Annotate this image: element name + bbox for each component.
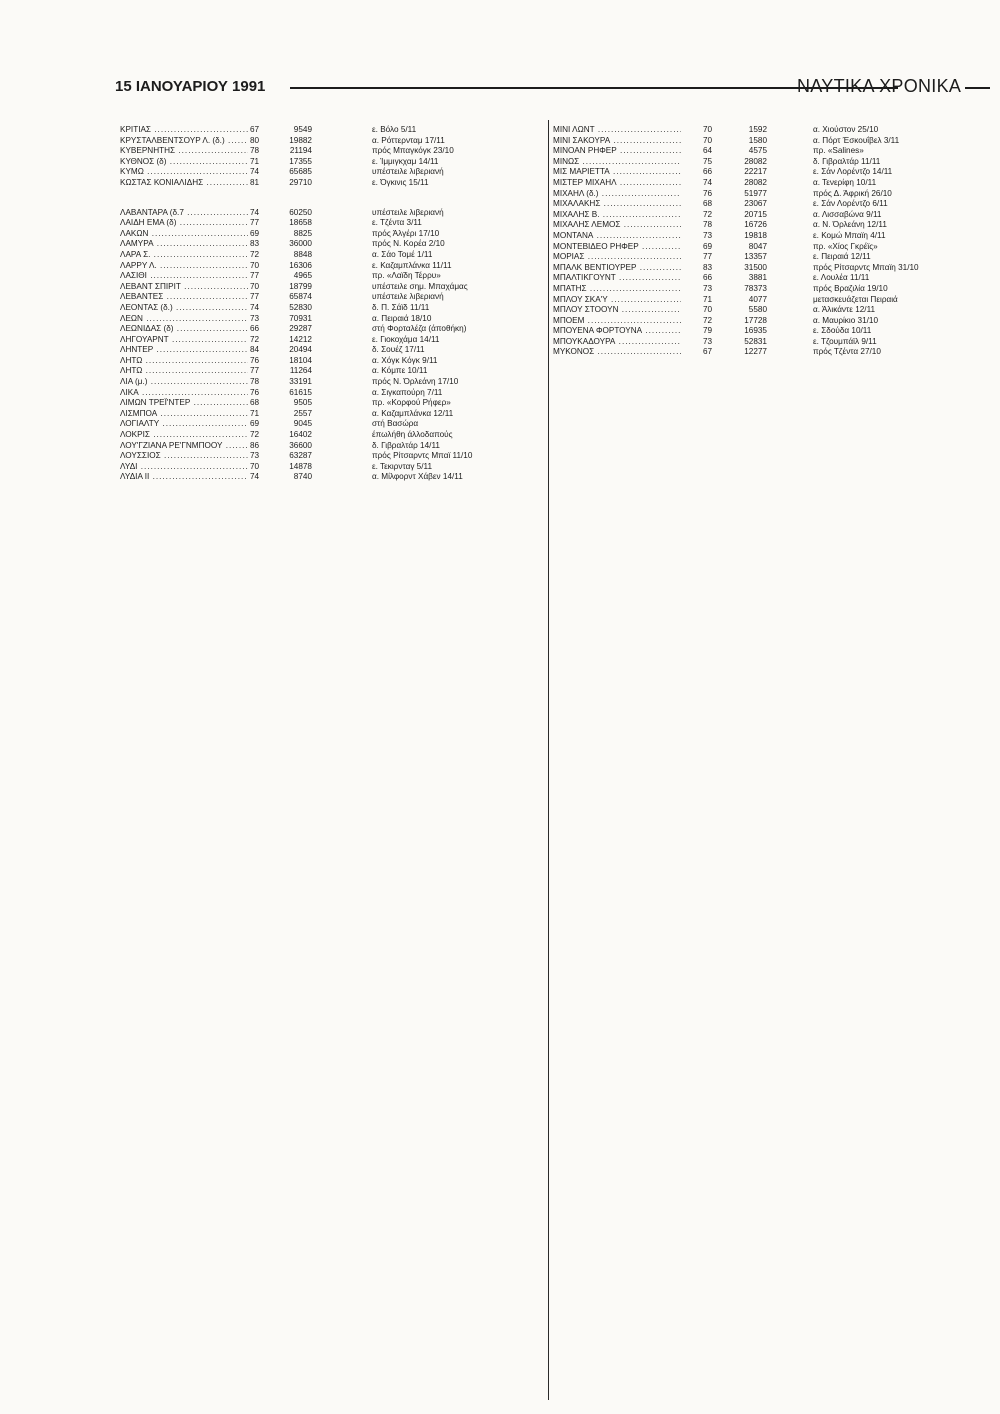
ship-row (553, 220, 993, 231)
deadweight: 29287 (289, 324, 312, 334)
ship-name: ΛΙΜΩΝ ΤΡΕΪ'ΝΤΕΡ ..... (120, 398, 248, 409)
ship-row (120, 178, 535, 189)
ship-row (120, 451, 535, 462)
ship-name: ΛΥΔΙ ..... (120, 462, 248, 473)
ship-status: πρ. «Κορφού Ρήφερ» (372, 398, 451, 408)
ship-row (553, 242, 993, 253)
ship-status: α. Σιγκαπούρη 7/11 (372, 387, 443, 397)
deadweight: 8848 (293, 249, 312, 259)
deadweight: 65874 (289, 292, 312, 302)
deadweight: 8825 (293, 228, 312, 238)
ship-group (120, 125, 535, 189)
ship-name: ΜΠΟΕΜ ..... (553, 316, 681, 327)
deadweight: 14878 (289, 461, 312, 471)
ship-status: ε. Τζέντα 3/11 (372, 218, 422, 228)
deadweight: 2557 (293, 408, 312, 418)
deadweight: 1592 (748, 125, 767, 134)
ship-name: ΜΠΛΟΥ ΣΤΟΟΥΝ ..... (553, 305, 681, 316)
ship-name: ΛΑΡΑ Σ. ..... (120, 250, 248, 261)
ship-status: πρός Ν. Όρλεάνη 17/10 (372, 377, 459, 387)
build-year: 73 (703, 283, 713, 293)
deadweight: 21194 (289, 146, 312, 156)
ship-row (120, 409, 535, 420)
build-year: 76 (250, 387, 260, 397)
ship-row (120, 292, 535, 303)
ship-name: ΛΟΥ'ΓΖΙΑΝΑ ΡΕ'ΓΝΜΠΟΟΥ ..... (120, 441, 248, 452)
build-year: 66 (250, 324, 260, 334)
ship-row (553, 210, 993, 221)
ship-row (553, 316, 993, 327)
deadweight: 36600 (289, 440, 312, 450)
deadweight: 18104 (289, 355, 312, 365)
ship-status: ε. Ίμμιγκχαμ 14/11 (372, 156, 439, 166)
build-year: 75 (703, 156, 713, 166)
ship-name: ΜΙΝΙ ΛΩΝΤ ..... (553, 125, 681, 136)
build-year: 83 (250, 239, 260, 249)
build-year: 77 (250, 218, 260, 228)
build-year: 71 (703, 294, 713, 304)
deadweight: 19818 (744, 230, 767, 240)
deadweight: 14212 (289, 334, 312, 344)
ship-row (120, 398, 535, 409)
deadweight: 61615 (289, 387, 312, 397)
ship-name: ΛΑΡΡΥ Λ. ..... (120, 261, 248, 272)
ship-name: ΜΠΟΥΕΝΑ ΦΟΡΤΟΥΝΑ ..... (553, 326, 681, 337)
ship-row (553, 178, 993, 189)
build-year: 84 (250, 345, 260, 355)
ship-row (120, 261, 535, 272)
ship-name: ΛΑΚΩΝ ..... (120, 229, 248, 240)
right-column (553, 125, 993, 377)
ship-row (553, 273, 993, 284)
ship-status: μετασκευάζεται Πειραιά (813, 294, 898, 304)
build-year: 64 (703, 146, 713, 156)
deadweight: 17728 (744, 315, 767, 325)
build-year: 76 (703, 188, 713, 198)
deadweight: 52830 (289, 302, 312, 312)
deadweight: 18799 (289, 281, 312, 291)
ship-row (553, 252, 993, 263)
deadweight: 5580 (748, 305, 767, 315)
ship-row (120, 303, 535, 314)
ship-row (120, 271, 535, 282)
ship-status: α. Χιούστον 25/10 (813, 125, 879, 134)
build-year: 77 (250, 292, 260, 302)
build-year: 70 (250, 461, 260, 471)
ship-status: πρός Ν. Κορέα 2/10 (372, 239, 445, 249)
ship-row (553, 189, 993, 200)
ship-name: ΜΙΧΑΗΛ (δ.) ..... (553, 189, 681, 200)
ship-row (120, 239, 535, 250)
ship-status: α. Τενερίφη 10/11 (813, 177, 877, 187)
ship-status: πρός Τζέντα 27/10 (813, 347, 881, 357)
build-year: 77 (703, 252, 713, 262)
ship-name: ΜΙΝΩΣ ..... (553, 157, 681, 168)
ship-name: ΚΥΜΩ ..... (120, 167, 248, 178)
ship-name: ΜΙΧΑΛΑΚΗΣ ..... (553, 199, 681, 210)
ship-name: ΛΑΜΥΡΑ ..... (120, 239, 248, 250)
ship-row (553, 326, 993, 337)
deadweight: 36000 (289, 239, 312, 249)
build-year: 69 (250, 419, 260, 429)
deadweight: 23067 (744, 199, 767, 209)
build-year: 72 (703, 209, 713, 219)
deadweight: 8047 (748, 241, 767, 251)
ship-name: ΜΙΝΙ ΣΑΚΟΥΡΑ ..... (553, 136, 681, 147)
ship-name: ΛΕΩΝ ..... (120, 314, 248, 325)
ship-status: α. Πειραιά 18/10 (372, 313, 432, 323)
ship-status: ε. Πειραιά 12/11 (813, 252, 871, 262)
issue-date: 15 ΙΑΝΟΥΑΡΙΟΥ 1991 (115, 78, 266, 95)
ship-status: υπέστειλε λιβεριανή (372, 292, 444, 302)
ship-status: πρός Άλγέρι 17/10 (372, 228, 440, 238)
ship-name: ΜΙΣ ΜΑΡΙΕΤΤΑ ..... (553, 167, 681, 178)
ship-name: ΚΥΒΕΡΝΗΤΗΣ ..... (120, 146, 248, 157)
ship-status: πρ. «Salines» (813, 146, 864, 156)
ship-name: ΜΙΧΑΛΗΣ ΛΕΜΟΣ ..... (553, 220, 681, 231)
ship-name: ΜΠΛΟΥ ΣΚΑ'Υ ..... (553, 295, 681, 306)
build-year: 72 (250, 334, 260, 344)
build-year: 74 (703, 177, 713, 187)
ship-status: ε. Βόλο 5/11 (372, 125, 417, 134)
build-year: 68 (703, 199, 713, 209)
ship-status: ε. Σάν Λορέντζο 6/11 (813, 199, 888, 209)
deadweight: 78373 (744, 283, 767, 293)
build-year: 72 (250, 249, 260, 259)
ship-status: ε. Τζουμπάϊλ 9/11 (813, 336, 877, 346)
deadweight: 3881 (748, 273, 767, 283)
ship-name: ΚΩΣΤΑΣ ΚΟΝΙΑΛΙΔΗΣ ..... (120, 178, 248, 189)
ship-group (120, 208, 535, 483)
publication-title: ΝΑΥΤΙΚΑ ΧΡΟΝΙΚΑ (797, 76, 962, 96)
ship-row (120, 388, 535, 399)
ship-status: υπέστειλε σημ. Μπαχάμας (372, 281, 468, 291)
deadweight: 4965 (293, 271, 312, 281)
ship-name: ΛΟΚΡΙΣ ..... (120, 430, 248, 441)
ship-row (553, 157, 993, 168)
build-year: 70 (703, 305, 713, 315)
ship-status: δ. Γιβραλτάρ 11/11 (813, 156, 881, 166)
deadweight: 11264 (289, 366, 312, 376)
ship-row (120, 324, 535, 335)
ship-name: ΛΗΓΟΥΑΡΝΤ ..... (120, 335, 248, 346)
build-year: 74 (250, 167, 260, 177)
build-year: 70 (703, 135, 713, 145)
ship-status: ε. Σδούδα 10/11 (813, 326, 872, 336)
build-year: 68 (250, 398, 260, 408)
deadweight: 16935 (744, 326, 767, 336)
deadweight: 17355 (289, 156, 312, 166)
ship-name: ΜΙΝΟΑΝ ΡΗΦΕΡ ..... (553, 146, 681, 157)
ship-row (120, 167, 535, 178)
ship-row (120, 125, 535, 136)
deadweight: 33191 (289, 377, 312, 387)
deadweight: 16726 (744, 220, 767, 230)
ship-name: ΜΟΝΤΕΒΙΔΕΟ ΡΗΦΕΡ ..... (553, 242, 681, 253)
ship-name: ΛΕΒΑΝΤΕΣ ..... (120, 292, 248, 303)
ship-row (553, 146, 993, 157)
deadweight: 19882 (289, 135, 312, 145)
ship-status: α. Καζαμπλάνκα 12/11 (372, 408, 454, 418)
deadweight: 13357 (744, 252, 767, 262)
build-year: 74 (250, 302, 260, 312)
ship-status: πρ. «Χίος Γκρέϊς» (813, 241, 878, 251)
ship-name: ΛΙΣΜΠΟΑ ..... (120, 409, 248, 420)
ship-name: ΜΠΑΛΤΙΚΓΟΥΝΤ ..... (553, 273, 681, 284)
deadweight: 51977 (744, 188, 767, 198)
build-year: 66 (703, 167, 713, 177)
build-year: 78 (250, 146, 260, 156)
ship-row (120, 208, 535, 219)
build-year: 78 (250, 377, 260, 387)
ship-status: α. Άλικάντε 12/11 (813, 305, 876, 315)
deadweight: 20494 (289, 345, 312, 355)
ship-status: πρός Ρίτσαρντς Μπαϊη 31/10 (813, 262, 919, 272)
deadweight: 60250 (289, 207, 312, 217)
ship-row (553, 199, 993, 210)
ship-row (120, 282, 535, 293)
ship-row (553, 263, 993, 274)
ship-status: πρός Δ. Άφρική 26/10 (813, 188, 892, 198)
ship-row (553, 337, 993, 348)
ship-status: α. Μίλφορντ Χάβεν 14/11 (372, 472, 463, 482)
build-year: 77 (250, 271, 260, 281)
build-year: 80 (250, 135, 260, 145)
ship-row (553, 167, 993, 178)
ship-status: α. Χόγκ Κόγκ 9/11 (372, 355, 438, 365)
ship-name: ΚΡΥΣΤΑΛΒΕΝΤΣΟΥΡ Λ. (δ.) ..... (120, 136, 248, 147)
ship-row (553, 295, 993, 306)
ship-group (553, 125, 993, 358)
deadweight: 28082 (744, 177, 767, 187)
ship-name: ΜΠΑΤΗΣ ..... (553, 284, 681, 295)
build-year: 73 (250, 313, 260, 323)
ship-row (553, 305, 993, 316)
deadweight: 9505 (293, 398, 312, 408)
ship-name: ΛΕΒΑΝΤ ΣΠΙΡΙΤ ..... (120, 282, 248, 293)
build-year: 72 (703, 315, 713, 325)
ship-status: ε. Κομώ Μπαϊη 4/11 (813, 230, 886, 240)
build-year: 71 (250, 156, 260, 166)
ship-status: α. Λισσαβώνα 9/11 (813, 209, 882, 219)
build-year: 86 (250, 440, 260, 450)
ship-row (120, 314, 535, 325)
ship-status: στή Βασώρα (372, 419, 419, 429)
deadweight: 29710 (289, 177, 312, 187)
build-year: 70 (250, 281, 260, 291)
build-year: 70 (250, 260, 260, 270)
deadweight: 4077 (748, 294, 767, 304)
ship-status: έπωλήθη άλλοδαπούς (372, 430, 453, 440)
ship-status: δ. Γιβραλτάρ 14/11 (372, 440, 440, 450)
ship-row (553, 284, 993, 295)
deadweight: 52831 (744, 336, 767, 346)
build-year: 66 (703, 273, 713, 283)
build-year: 70 (703, 125, 713, 134)
ship-row (120, 229, 535, 240)
ship-row (553, 231, 993, 242)
ship-name: ΜΥΚΟΝΟΣ ..... (553, 347, 681, 358)
ship-row (120, 472, 535, 483)
ship-status: ε. Σάν Λορέντζο 14/11 (813, 167, 893, 177)
left-column (120, 125, 535, 502)
ship-status: ε. Γιοκοχάμα 14/11 (372, 334, 440, 344)
ship-name: ΜΠΑΛΚ ΒΕΝΤΙΟΥΡΕΡ ..... (553, 263, 681, 274)
deadweight: 9549 (293, 125, 312, 134)
ship-name: ΛΥΔΙΑ ΙΙ ..... (120, 472, 248, 483)
ship-status: δ. Π. Σάϊδ 11/11 (372, 302, 430, 312)
deadweight: 16306 (289, 260, 312, 270)
build-year: 77 (250, 366, 260, 376)
ship-status: α. Κόμπε 10/11 (372, 366, 428, 376)
ship-status: πρός Μπαγκόγκ 23/10 (372, 146, 454, 156)
build-year: 69 (250, 228, 260, 238)
deadweight: 63287 (289, 451, 312, 461)
ship-name: ΛΕΩΝΙΔΑΣ (δ) ..... (120, 324, 248, 335)
ship-name: ΛΟΓΙΑΛΤΥ ..... (120, 419, 248, 430)
deadweight: 9045 (293, 419, 312, 429)
ship-status: πρός Ρίτσαρντς Μπαϊ 11/10 (372, 451, 473, 461)
deadweight: 12277 (744, 347, 767, 357)
build-year: 73 (703, 336, 713, 346)
ship-status: ε. Τεκιρνταγ 5/11 (372, 461, 433, 471)
ship-status: υπέστειλε λιβεριανή (372, 207, 444, 217)
ship-status: α. Ν. Όρλεάνη 12/11 (813, 220, 887, 230)
ship-status: στή Φορταλέζα (άποθήκη) (372, 324, 467, 334)
deadweight: 20715 (744, 209, 767, 219)
ship-name: ΜΙΣΤΕΡ ΜΙΧΑΗΛ ..... (553, 178, 681, 189)
deadweight: 18658 (289, 218, 312, 228)
ship-name: ΜΙΧΑΛΗΣ Β. ..... (553, 210, 681, 221)
ship-status: ε. Καζαμπλάνκα 11/11 (372, 260, 452, 270)
build-year: 69 (703, 241, 713, 251)
ship-row (120, 377, 535, 388)
deadweight: 1580 (748, 135, 767, 145)
build-year: 67 (250, 125, 260, 134)
ship-status: α. Πόρτ Έσκουΐβελ 3/11 (813, 135, 900, 145)
deadweight: 31500 (744, 262, 767, 272)
ship-name: ΛΗΤΩ ..... (120, 356, 248, 367)
ship-row (553, 125, 993, 136)
ship-name: ΛΕΟΝΤΑΣ (δ.) ..... (120, 303, 248, 314)
build-year: 74 (250, 207, 260, 217)
build-year: 74 (250, 472, 260, 482)
deadweight: 65685 (289, 167, 312, 177)
ship-row (120, 136, 535, 147)
page-header (115, 78, 985, 100)
ship-row (120, 441, 535, 452)
ship-row (120, 462, 535, 473)
build-year: 83 (703, 262, 713, 272)
build-year: 71 (250, 408, 260, 418)
build-year: 79 (703, 326, 713, 336)
build-year: 76 (250, 355, 260, 365)
build-year: 72 (250, 430, 260, 440)
ship-row (120, 157, 535, 168)
ship-name: ΜΟΡΙΑΣ ..... (553, 252, 681, 263)
ship-name: ΜΟΝΤΑΝΑ ..... (553, 231, 681, 242)
ship-name: ΛΙΚΑ ..... (120, 388, 248, 399)
deadweight: 28082 (744, 156, 767, 166)
ship-name: ΛΗΝΤΕΡ ..... (120, 345, 248, 356)
ship-name: ΛΗΤΩ ..... (120, 366, 248, 377)
build-year: 81 (250, 177, 260, 187)
ship-status: πρός Βραζιλία 19/10 (813, 283, 888, 293)
ship-row (120, 419, 535, 430)
deadweight: 70931 (289, 313, 312, 323)
ship-status: ε. Λουλέα 11/11 (813, 273, 870, 283)
ship-row (553, 347, 993, 358)
build-year: 73 (703, 230, 713, 240)
ship-name: ΚΡΙΤΙΑΣ ..... (120, 125, 248, 136)
ship-row (120, 366, 535, 377)
ship-status: δ. Σουέζ 17/11 (372, 345, 425, 355)
ship-status: α. Ρόττερνταμ 17/11 (372, 135, 445, 145)
ship-row (120, 335, 535, 346)
column-divider (548, 120, 549, 1400)
ship-row (120, 218, 535, 229)
ship-status: ε. Όγκινις 15/11 (372, 177, 429, 187)
ship-name: ΛΙΑ (μ.) ..... (120, 377, 248, 388)
deadweight: 4575 (748, 146, 767, 156)
ship-name: ΛΟΥΣΣΙΟΣ ..... (120, 451, 248, 462)
ship-status: α. Μαυρίκιο 31/10 (813, 315, 879, 325)
build-year: 73 (250, 451, 260, 461)
header-rule-tail (965, 87, 990, 89)
ship-row (120, 345, 535, 356)
build-year: 67 (703, 347, 713, 357)
ship-name: ΛΑΙΔΗ ΕΜΑ (δ) ..... (120, 218, 248, 229)
ship-status: υπέστειλε λιβεριανή (372, 167, 444, 177)
ship-row (120, 250, 535, 261)
ship-status: α. Σάο Τομέ 1/11 (372, 249, 433, 259)
ship-row (120, 356, 535, 367)
ship-status: πρ. «Λαϊδη Τέρρυ» (372, 271, 441, 281)
ship-name: ΚΥΘΝΟΣ (δ) ..... (120, 157, 248, 168)
deadweight: 16402 (289, 430, 312, 440)
ship-row (120, 146, 535, 157)
ship-row (553, 136, 993, 147)
ship-name: ΜΠΟΥΚΑΔΟΥΡΑ ..... (553, 337, 681, 348)
deadweight: 22217 (744, 167, 767, 177)
build-year: 78 (703, 220, 713, 230)
ship-name: ΛΑΒΑΝΤΑΡΑ (δ.7 ..... (120, 208, 248, 219)
deadweight: 8740 (293, 472, 312, 482)
ship-name: ΛΑΣΙΘΙ ..... (120, 271, 248, 282)
ship-row (120, 430, 535, 441)
